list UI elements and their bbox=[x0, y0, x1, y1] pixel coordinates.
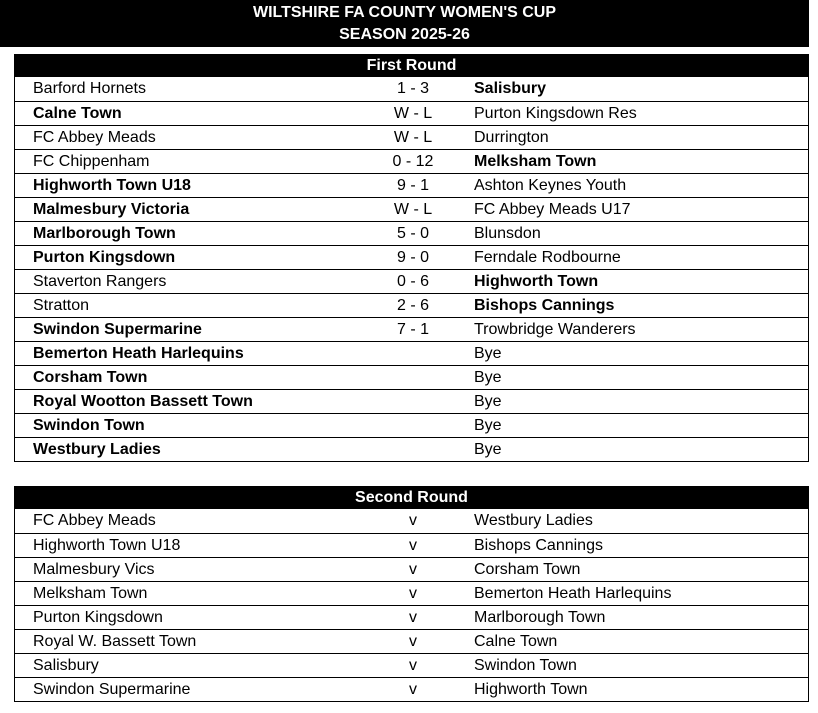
table-row bbox=[15, 365, 808, 389]
table-row bbox=[15, 557, 808, 581]
table-row bbox=[15, 413, 808, 437]
match-score: 7 - 1 bbox=[396, 321, 429, 338]
away-team: Trowbridge Wanderers bbox=[474, 321, 636, 338]
title-line-1: WILTSHIRE FA COUNTY WOMEN'S CUP bbox=[252, 4, 557, 21]
table-row bbox=[15, 533, 808, 557]
home-team: FC Abbey Meads bbox=[33, 512, 156, 529]
table-row bbox=[15, 77, 808, 101]
away-team: Bye bbox=[474, 393, 502, 410]
page-title bbox=[0, 0, 809, 47]
away-team: Purton Kingsdown Res bbox=[474, 105, 637, 122]
home-team: FC Abbey Meads bbox=[33, 129, 156, 146]
table-row bbox=[15, 509, 808, 533]
match-score: 9 - 0 bbox=[396, 249, 429, 266]
away-team: Bishops Cannings bbox=[474, 537, 603, 554]
away-team: Bye bbox=[474, 417, 502, 434]
match-score: v bbox=[409, 609, 417, 626]
match-score: 0 - 12 bbox=[392, 153, 434, 170]
first-round-rows bbox=[15, 77, 808, 461]
match-score: v bbox=[409, 633, 417, 650]
table-row bbox=[15, 149, 808, 173]
title-line-2: SEASON 2025-26 bbox=[339, 26, 470, 43]
table-row bbox=[15, 629, 808, 653]
away-team: Marlborough Town bbox=[474, 609, 606, 626]
home-team: Barford Hornets bbox=[33, 80, 146, 97]
home-team: Royal Wootton Bassett Town bbox=[33, 393, 253, 410]
home-team: Swindon Supermarine bbox=[33, 321, 202, 338]
home-team: Marlborough Town bbox=[33, 225, 176, 242]
away-team: Highworth Town bbox=[474, 681, 588, 698]
table-row bbox=[15, 653, 808, 677]
second-round-heading: Second Round bbox=[15, 486, 808, 509]
first-round-heading: First Round bbox=[15, 54, 808, 77]
table-row bbox=[15, 677, 808, 701]
away-team: Bemerton Heath Harlequins bbox=[474, 585, 672, 602]
match-score: v bbox=[409, 512, 417, 529]
match-score: 5 - 0 bbox=[396, 225, 429, 242]
away-team: Calne Town bbox=[474, 633, 558, 650]
table-row bbox=[15, 269, 808, 293]
table-row bbox=[15, 581, 808, 605]
home-team: Highworth Town U18 bbox=[33, 537, 181, 554]
match-score: W - L bbox=[393, 129, 433, 146]
away-team: Bye bbox=[474, 441, 502, 458]
table-row bbox=[15, 221, 808, 245]
match-score: v bbox=[409, 585, 417, 602]
away-team: FC Abbey Meads U17 bbox=[474, 201, 631, 218]
table-row bbox=[15, 605, 808, 629]
home-team: Melksham Town bbox=[33, 585, 148, 602]
home-team: Bemerton Heath Harlequins bbox=[33, 345, 244, 362]
match-score: 2 - 6 bbox=[396, 297, 429, 314]
match-score: 1 - 3 bbox=[396, 80, 429, 97]
match-score: v bbox=[409, 561, 417, 578]
away-team: Durrington bbox=[474, 129, 549, 146]
home-team: Stratton bbox=[33, 297, 90, 314]
home-team: Swindon Town bbox=[33, 417, 145, 434]
table-row bbox=[15, 341, 808, 365]
table-row bbox=[15, 389, 808, 413]
home-team: Purton Kingsdown bbox=[33, 249, 176, 266]
away-team: Bishops Cannings bbox=[474, 297, 615, 314]
match-score: 9 - 1 bbox=[396, 177, 429, 194]
home-team: Malmesbury Victoria bbox=[33, 201, 190, 218]
away-team: Ashton Keynes Youth bbox=[474, 177, 627, 194]
table-row bbox=[15, 437, 808, 461]
table-row bbox=[15, 197, 808, 221]
table-row bbox=[15, 245, 808, 269]
away-team: Highworth Town bbox=[474, 273, 599, 290]
table-row bbox=[15, 173, 808, 197]
home-team: Salisbury bbox=[33, 657, 99, 674]
away-team: Bye bbox=[474, 369, 502, 386]
home-team: Westbury Ladies bbox=[33, 441, 161, 458]
match-score: W - L bbox=[393, 201, 433, 218]
away-team: Corsham Town bbox=[474, 561, 581, 578]
away-team: Melksham Town bbox=[474, 153, 597, 170]
match-score: v bbox=[409, 681, 417, 698]
match-score: v bbox=[409, 657, 417, 674]
second-round-rows bbox=[15, 509, 808, 701]
match-score: v bbox=[409, 537, 417, 554]
home-team: Royal W. Bassett Town bbox=[33, 633, 197, 650]
away-team: Ferndale Rodbourne bbox=[474, 249, 621, 266]
home-team: Purton Kingsdown bbox=[33, 609, 163, 626]
match-score: 0 - 6 bbox=[396, 273, 429, 290]
home-team: Highworth Town U18 bbox=[33, 177, 191, 194]
away-team: Westbury Ladies bbox=[474, 512, 593, 529]
home-team: Swindon Supermarine bbox=[33, 681, 191, 698]
first-round-table bbox=[14, 54, 809, 462]
away-team: Blunsdon bbox=[474, 225, 541, 242]
table-row bbox=[15, 125, 808, 149]
table-row bbox=[15, 293, 808, 317]
second-round-table bbox=[14, 486, 809, 702]
away-team: Swindon Town bbox=[474, 657, 577, 674]
away-team: Salisbury bbox=[474, 80, 547, 97]
table-row bbox=[15, 101, 808, 125]
home-team: Staverton Rangers bbox=[33, 273, 167, 290]
home-team: Calne Town bbox=[33, 105, 122, 122]
table-row bbox=[15, 317, 808, 341]
home-team: Malmesbury Vics bbox=[33, 561, 155, 578]
home-team: Corsham Town bbox=[33, 369, 148, 386]
away-team: Bye bbox=[474, 345, 502, 362]
match-score: W - L bbox=[393, 105, 433, 122]
home-team: FC Chippenham bbox=[33, 153, 150, 170]
